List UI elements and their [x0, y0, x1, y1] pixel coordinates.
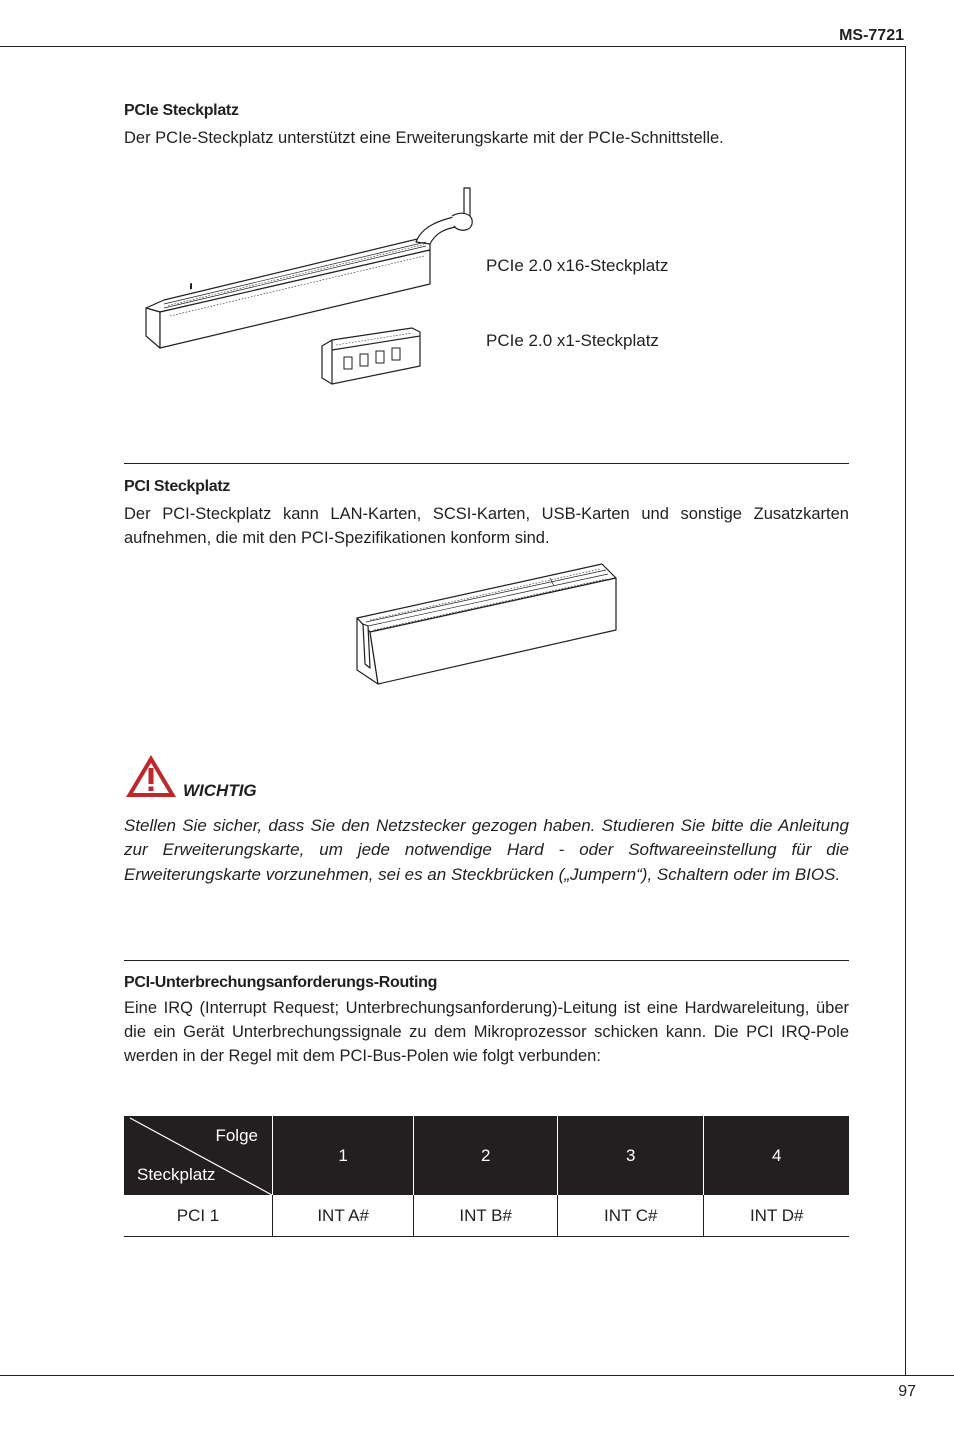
table-cell: INT D# — [704, 1195, 849, 1237]
table-cell: INT B# — [414, 1195, 558, 1237]
table-corner-cell — [124, 1116, 273, 1195]
pci-description: Der PCI-Steckplatz kann LAN-Karten, SCSI-Karten, USB-Karten und sonstige Zusatzkarten aufnehmen, die mit den PCI-Spezifikationen konform sind. — [124, 505, 849, 547]
pcie-slots-illustration — [140, 180, 480, 400]
pcie-description: Der PCIe-Steckplatz unterstützt eine Erweiterungskarte mit der PCIe-Schnittstelle. — [124, 129, 724, 147]
table-cell: INT A# — [273, 1195, 414, 1237]
pcie-x16-label: PCIe 2.0 x16-Steckplatz — [486, 256, 669, 275]
column-header: 4 — [704, 1116, 849, 1195]
irq-routing-table — [124, 1116, 849, 1237]
model-name: MS-7721 — [839, 27, 904, 44]
header-rule — [0, 46, 906, 47]
pcie-heading: PCIe Steckplatz — [124, 102, 239, 119]
footer-rule — [0, 1375, 954, 1376]
irq-description: Eine IRQ (Interrupt Request; Unterbrechungsanforderung)-Leitung ist eine Hardwareleitung, über die ein Gerät Unterbrechungssignale zu dem Mikroprozessor schicken kann. Die PCI IRQ-Pole werden in der Regel mit dem PCI-Bus-Polen wie folgt verbunden: — [124, 999, 849, 1065]
pci-heading: PCI Steckplatz — [124, 478, 231, 495]
pci-slot-illustration — [350, 556, 625, 691]
table-cell: INT C# — [558, 1195, 704, 1237]
right-margin-rule — [905, 46, 906, 1376]
section-divider-2 — [124, 960, 849, 961]
page-number: 97 — [898, 1383, 916, 1400]
column-header: 1 — [273, 1116, 414, 1195]
row-label: PCI 1 — [124, 1195, 273, 1237]
corner-label-slot: Steckplatz — [137, 1165, 216, 1184]
corner-label-order: Folge — [215, 1126, 258, 1145]
warning-icon — [124, 753, 178, 799]
column-header: 3 — [558, 1116, 704, 1195]
section-divider — [124, 463, 849, 464]
irq-heading: PCI-Unterbrechungsanforderungs-Routing — [124, 974, 438, 991]
pcie-x1-label: PCIe 2.0 x1-Steckplatz — [486, 331, 659, 350]
table-header-row — [124, 1116, 849, 1195]
column-header: 2 — [414, 1116, 558, 1195]
important-text: Stellen Sie sicher, dass Sie den Netzstecker gezogen haben. Studieren Sie bitte die Anleitung zur Erweiterungskarte, um jede notwendige Hard - oder Softwareeinstellung für die Erweiterungskarte vorzunehmen, sei es an Steckbrücken („Jumpern“), Schaltern oder im BIOS. — [124, 816, 849, 884]
table-row — [124, 1195, 849, 1237]
important-title: WICHTIG — [183, 781, 257, 800]
